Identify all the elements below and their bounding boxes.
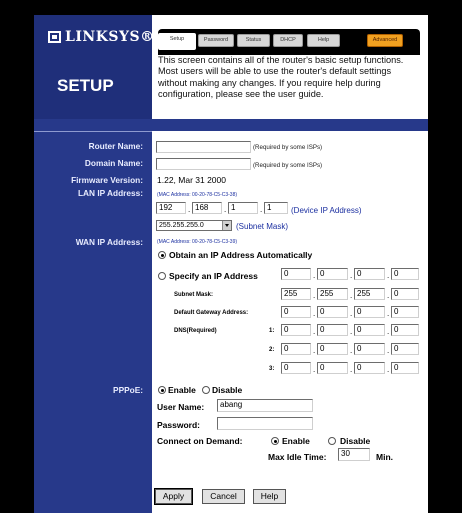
pppoe-disable-radio[interactable] bbox=[202, 386, 210, 394]
cod-disable-label: Disable bbox=[340, 436, 371, 446]
domain-name-input[interactable] bbox=[156, 158, 251, 170]
pppoe-label: PPPoE: bbox=[113, 385, 143, 395]
lan-ip-octet-4[interactable]: 1 bbox=[264, 202, 288, 214]
domain-name-note: (Required by some ISPs) bbox=[253, 162, 323, 169]
wan-ip-label: WAN IP Address: bbox=[75, 237, 143, 247]
wan-mac-address: (MAC Address: 00-20-78-C5-C3-39) bbox=[157, 239, 238, 245]
dns-2-label: 2: bbox=[269, 347, 275, 353]
wan-ip-octet-1[interactable]: 0 bbox=[281, 268, 311, 280]
help-button[interactable]: Help bbox=[253, 489, 286, 504]
cod-enable-radio[interactable] bbox=[271, 437, 279, 445]
wan-subnet-octet-1[interactable]: 255 bbox=[281, 288, 311, 300]
tab-dhcp[interactable]: DHCP bbox=[273, 34, 303, 47]
wan-subnet-octet-2[interactable]: 255 bbox=[317, 288, 348, 300]
firmware-version-label: Firmware Version: bbox=[71, 175, 143, 185]
chevron-down-icon[interactable] bbox=[222, 221, 231, 230]
pppoe-disable-label: Disable bbox=[212, 385, 243, 395]
specify-ip-label: Specify an IP Address bbox=[169, 271, 258, 281]
dns-label: DNS(Required) bbox=[174, 328, 217, 334]
router-name-input[interactable] bbox=[156, 141, 251, 153]
pppoe-enable-label: Enable bbox=[168, 385, 196, 395]
wan-subnet-octet-3[interactable]: 255 bbox=[354, 288, 385, 300]
domain-name-label: Domain Name: bbox=[84, 158, 143, 168]
cod-enable-label: Enable bbox=[282, 436, 310, 446]
page-title: SETUP bbox=[57, 76, 114, 95]
router-setup-page bbox=[34, 15, 428, 513]
dns-1-label: 1: bbox=[269, 328, 275, 334]
lan-subnet-select[interactable] bbox=[156, 220, 232, 231]
dns-2-octet-3[interactable]: 0 bbox=[354, 343, 385, 355]
pppoe-enable-radio[interactable] bbox=[158, 386, 166, 394]
left-divider bbox=[34, 131, 152, 132]
logo-panel bbox=[34, 15, 155, 119]
max-idle-input[interactable]: 30 bbox=[338, 448, 370, 461]
gateway-octet-1[interactable]: 0 bbox=[281, 306, 311, 318]
dns-3-octet-2[interactable]: 0 bbox=[317, 362, 348, 374]
tab-advanced[interactable]: Advanced bbox=[367, 34, 403, 47]
dns-2-octet-2[interactable]: 0 bbox=[317, 343, 348, 355]
obtain-ip-radio[interactable] bbox=[158, 251, 166, 259]
max-idle-label: Max Idle Time: bbox=[268, 452, 327, 462]
dns-1-octet-4[interactable]: 0 bbox=[391, 324, 419, 336]
logo-text: LINKSYS® bbox=[65, 29, 155, 45]
dns-1-octet-1[interactable]: 0 bbox=[281, 324, 311, 336]
tab-help[interactable]: Help bbox=[307, 34, 340, 47]
lan-mac-address: (MAC Address: 00-20-78-C5-C3-38) bbox=[157, 192, 238, 198]
max-idle-unit: Min. bbox=[376, 452, 393, 462]
lan-subnet-value: 255.255.255.0 bbox=[159, 222, 204, 229]
dns-3-octet-1[interactable]: 0 bbox=[281, 362, 311, 374]
blue-separator bbox=[34, 119, 428, 131]
gateway-octet-2[interactable]: 0 bbox=[317, 306, 348, 318]
user-name-input[interactable]: abang bbox=[217, 399, 313, 412]
lan-ip-octet-3[interactable]: 1 bbox=[228, 202, 258, 214]
lan-ip-octet-2[interactable]: 168 bbox=[192, 202, 222, 214]
user-name-label: User Name: bbox=[157, 402, 205, 412]
specify-ip-radio[interactable] bbox=[158, 272, 166, 280]
linksys-logo-icon bbox=[48, 31, 61, 43]
wan-subnet-octet-4[interactable]: 0 bbox=[391, 288, 419, 300]
router-name-note: (Required by some ISPs) bbox=[253, 144, 323, 151]
lan-ip-label: LAN IP Address: bbox=[77, 188, 143, 198]
gateway-octet-3[interactable]: 0 bbox=[354, 306, 385, 318]
dns-3-octet-3[interactable]: 0 bbox=[354, 362, 385, 374]
wan-ip-octet-2[interactable]: 0 bbox=[317, 268, 348, 280]
dns-1-octet-3[interactable]: 0 bbox=[354, 324, 385, 336]
device-ip-note: (Device IP Address) bbox=[291, 206, 362, 215]
obtain-ip-label: Obtain an IP Address Automatically bbox=[169, 250, 313, 260]
password-input[interactable] bbox=[217, 417, 313, 430]
dns-1-octet-2[interactable]: 0 bbox=[317, 324, 348, 336]
wan-ip-octet-3[interactable]: 0 bbox=[354, 268, 385, 280]
wan-ip-octet-4[interactable]: 0 bbox=[391, 268, 419, 280]
linksys-logo bbox=[48, 29, 155, 45]
cancel-button[interactable]: Cancel bbox=[202, 489, 245, 504]
dns-2-octet-4[interactable]: 0 bbox=[391, 343, 419, 355]
firmware-version-value: 1.22, Mar 31 2000 bbox=[157, 175, 226, 185]
dns-3-label: 3: bbox=[269, 366, 275, 372]
password-label: Password: bbox=[157, 420, 200, 430]
connect-on-demand-label: Connect on Demand: bbox=[157, 436, 243, 446]
gateway-octet-4[interactable]: 0 bbox=[391, 306, 419, 318]
tab-status[interactable]: Status bbox=[237, 34, 270, 47]
dns-3-octet-4[interactable]: 0 bbox=[391, 362, 419, 374]
apply-button[interactable]: Apply bbox=[155, 489, 192, 504]
wan-subnet-label: Subnet Mask: bbox=[174, 292, 214, 298]
cod-disable-radio[interactable] bbox=[328, 437, 336, 445]
settings-form: (Required by some ISPs) (Required by some ISPs) 1.22, Mar 31 2000 (MAC Address: 00-20-78-C5-C3-38) 192 . 168 . 1 . 1 (Device IP Address) 255.255.255.0 (Subnet Mask) (MAC Address: 00-20-78-C5-C3-39) Obtain an IP Address Automatically Specify an IP Address 0 . 0 . 0 . 0 Subnet Mask: 255 . 255 . 255 . 0 Default Gateway Address: 0 . 0 . 0 . 0 DNS(Required) 1: 0 . 0 . 0 . 0 2: 0 . 0 . 0 . 0 3: 0 . 0 . 0 . 0 Enable Disable User Name: abang Password: Connect on Demand: Enable Disable Max Idle Time: 30 Min. Apply Cancel Help bbox=[152, 131, 428, 513]
tab-password[interactable]: Password bbox=[198, 34, 234, 47]
intro-text: This screen contains all of the router's basic setup functions. Most users will be able to use the router's default settings without making any changes. If you require help during configuration, please see the user guide. bbox=[158, 55, 404, 99]
lan-ip-octet-1[interactable]: 192 bbox=[156, 202, 186, 214]
router-name-label: Router Name: bbox=[88, 141, 143, 151]
tab-setup[interactable]: Setup bbox=[158, 33, 196, 50]
gateway-label: Default Gateway Address: bbox=[174, 310, 249, 316]
dns-2-octet-1[interactable]: 0 bbox=[281, 343, 311, 355]
subnet-mask-note: (Subnet Mask) bbox=[236, 222, 289, 231]
